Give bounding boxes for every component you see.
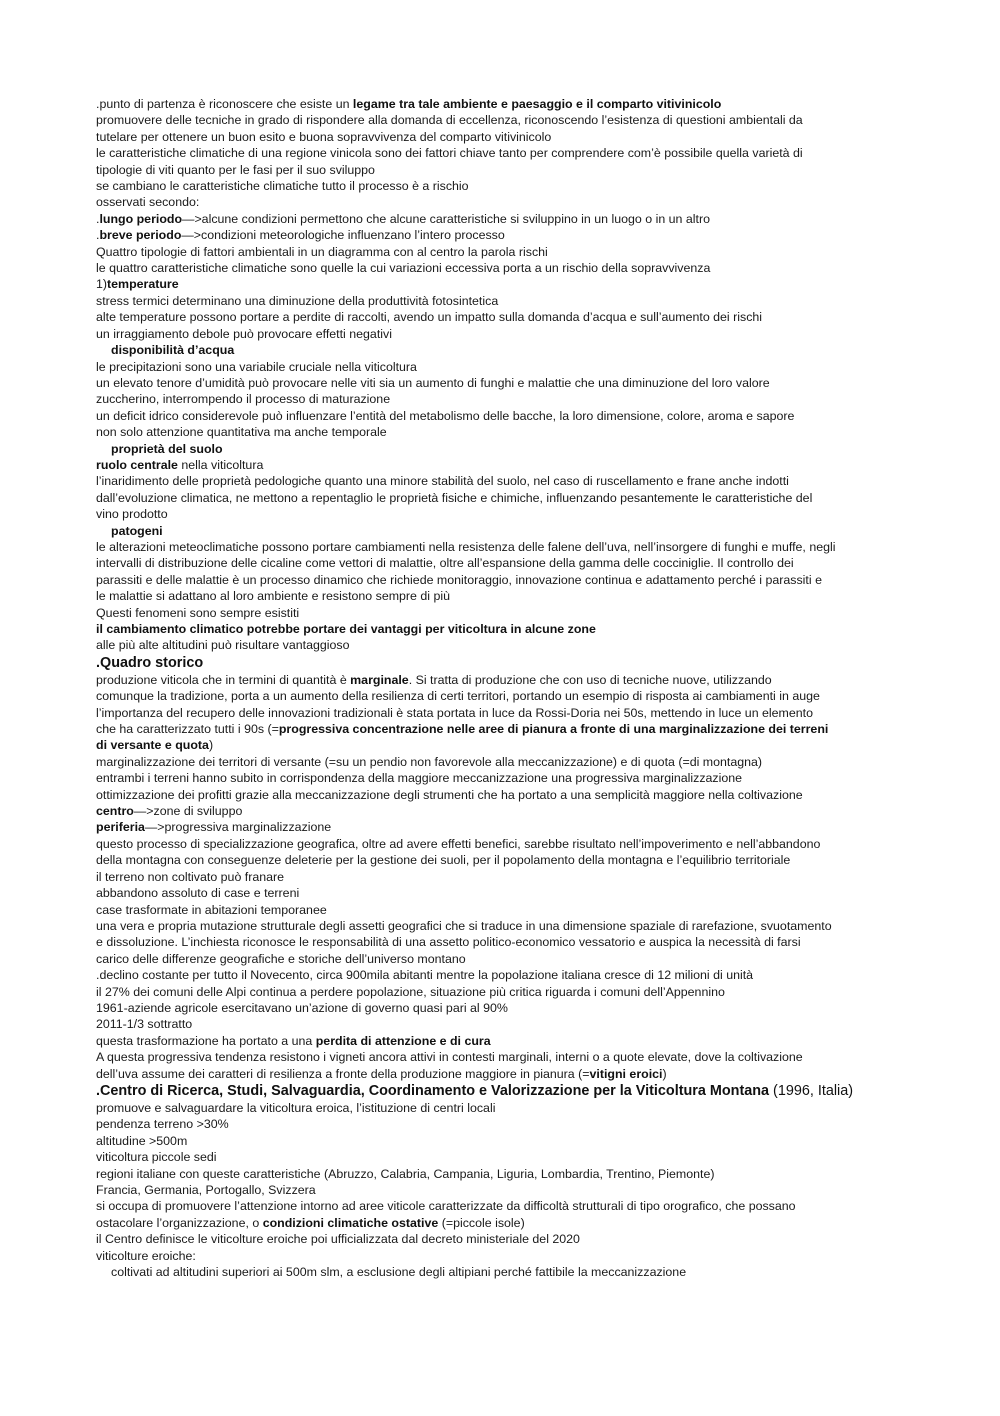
text-segment: il terreno non coltivato può franare xyxy=(96,869,285,884)
text-line xyxy=(96,194,916,210)
text-line xyxy=(96,885,916,901)
text-line xyxy=(96,145,916,161)
text-segment: intervalli di distribuzione delle cicaline come vettori di malattie, oltre all’espansione della gamma delle cocciniglie. Il controllo dei xyxy=(96,556,794,571)
text-line xyxy=(96,441,916,457)
text-line xyxy=(96,967,916,983)
text-segment: (1996, Italia) xyxy=(769,1082,854,1099)
text-segment: nella viticoltura xyxy=(177,457,264,472)
text-segment: della montagna con conseguenze deleterie per la gestione dei suoli, per il popolamento della montagna e l’equilibrio territoriale xyxy=(96,853,791,868)
text-segment: il 27% dei comuni delle Alpi continua a perdere popolazione, situazione più critica riguarda i comuni dell’Appennino xyxy=(96,984,725,999)
text-segment: ) xyxy=(662,1066,667,1081)
text-segment: ) xyxy=(208,738,214,753)
text-segment: —>alcune condizioni permettono che alcune caratteristiche si sviluppino in un luogo o in un altro xyxy=(182,211,710,226)
text-segment: . xyxy=(96,228,100,243)
text-segment: le caratteristiche climatiche di una regione vinicola sono dei fattori chiave tanto per comprendere com’è possibile quella varietà di xyxy=(96,146,803,161)
text-segment: se cambiano le caratteristiche climatiche tutto il processo è a rischio xyxy=(96,179,469,194)
text-line xyxy=(96,162,916,178)
text-line xyxy=(96,737,916,753)
text-line xyxy=(96,178,916,194)
bold-text: vitigni eroici xyxy=(589,1066,663,1081)
text-segment: tutelare per ottenere un buon esito e buona sopravvivenza del comparto vitivinicolo xyxy=(96,129,552,144)
text-line xyxy=(96,1166,916,1182)
text-segment: questo processo di specializzazione geografica, oltre ad avere effetti benefici, sarebbe risultato nell’impoverimento e nell’abbandono xyxy=(96,836,821,851)
text-line xyxy=(96,572,916,588)
text-segment: ottimizzazione dei profitti grazie alla meccanizzazione degli strumenti che ha portato a una semplicità maggiore nella coltivazione xyxy=(96,787,803,802)
text-line xyxy=(96,260,916,276)
text-line xyxy=(96,1116,916,1132)
text-segment: 1961-aziende agricole esercitavano un’azione di governo quasi pari al 90% xyxy=(96,1000,508,1015)
text-segment: . Si tratta di produzione che con uso di tecniche nuove, utilizzando xyxy=(408,672,772,687)
text-segment: stress termici determinano una diminuzione della produttività fotosintetica xyxy=(96,293,499,308)
text-line xyxy=(96,490,916,506)
text-line xyxy=(96,819,916,835)
bold-text: progressiva concentrazione nelle aree di pianura a fronte di una marginalizzazione dei terreni xyxy=(278,722,829,737)
text-segment: che ha caratterizzato tutti i 90s (= xyxy=(96,722,279,737)
text-line xyxy=(96,342,916,358)
text-line xyxy=(96,211,916,227)
text-segment: si occupa di promuovere l’attenzione intorno ad aree viticole caratterizzate da difficoltà strutturali di tipo orografico, che possano xyxy=(96,1199,796,1214)
text-segment: le alterazioni meteoclimatiche possono portare cambiamenti nella resistenza delle falene dell’uva, nell’insorgere di funghi e muffe, negli xyxy=(96,539,836,554)
text-segment: 1) xyxy=(96,277,108,292)
text-segment: altitudine >500m xyxy=(96,1133,188,1148)
text-segment: il Centro definisce le viticolture eroiche poi ufficializzata dal decreto ministeriale del 2020 xyxy=(96,1232,580,1247)
text-line xyxy=(96,721,916,737)
text-segment: carico delle differenze geografiche e storiche dell’universo montano xyxy=(96,951,466,966)
text-line xyxy=(96,408,916,424)
bold-text: periferia xyxy=(96,820,145,835)
text-line xyxy=(96,688,916,704)
text-line xyxy=(96,605,916,621)
text-segment: viticolture eroiche: xyxy=(96,1248,196,1263)
text-line xyxy=(96,984,916,1000)
text-segment: dall’evoluzione climatica, ne mettono a repentaglio le proprietà fisiche e chimiche, influenzando pesantemente le caratteristiche del xyxy=(96,490,813,505)
text-segment: —>condizioni meteorologiche influenzano l’intero processo xyxy=(181,228,505,243)
text-line xyxy=(96,309,916,325)
text-line xyxy=(96,1264,916,1280)
text-line xyxy=(96,705,916,721)
text-line xyxy=(96,934,916,950)
text-segment: una vera e propria mutazione strutturale degli assetti geografici che si traduce in una dimensione spaziale di rarefazione, svuotamento xyxy=(96,918,832,933)
text-line xyxy=(96,918,916,934)
text-segment: (=piccole isole) xyxy=(438,1215,525,1230)
text-segment: un irraggiamento debole può provocare effetti negativi xyxy=(96,326,392,341)
text-line xyxy=(96,836,916,852)
text-line xyxy=(96,227,916,243)
text-line xyxy=(96,1100,916,1116)
text-segment: l’importanza del recupero delle innovazioni tradizionali è stata portata in luce da Rossi-Doria nei 50s, mettendo in luce un elemento xyxy=(96,705,813,720)
text-line xyxy=(96,1215,916,1231)
text-segment: alte temperature possono portare a perdite di raccolti, avendo un impatto sulla domanda d’acqua e sull’aumento dei rischi xyxy=(96,310,763,325)
text-segment: .declino costante per tutto il Novecento, circa 900mila abitanti mentre la popolazione italiana cresce di 12 milioni di unità xyxy=(96,968,754,983)
text-line xyxy=(96,1000,916,1016)
text-line xyxy=(96,391,916,407)
text-line xyxy=(96,770,916,786)
text-segment: abbandono assoluto di case e terreni xyxy=(96,886,300,901)
text-segment: produzione viticola che in termini di quantità è xyxy=(96,672,351,687)
text-segment: promuovere delle tecniche in grado di rispondere alla domanda di eccellenza, riconoscendo l’esistenza di questioni ambientali da xyxy=(96,113,803,128)
bold-text: centro xyxy=(96,804,134,819)
text-segment: e dissoluzione. L’inchiesta riconosce le responsabilità di una assetto politico-economico vessatorio e auspica la necessità di farsi xyxy=(96,935,801,950)
text-line xyxy=(96,637,916,653)
text-line xyxy=(96,1198,916,1214)
text-segment: alle più alte altitudini può risultare vantaggioso xyxy=(96,638,350,653)
text-line xyxy=(96,555,916,571)
text-line xyxy=(96,1133,916,1149)
text-segment: dell’uva assume dei caratteri di resilienza a fronte della produzione maggiore in pianura (= xyxy=(96,1066,590,1081)
text-segment: promuove e salvaguardare la viticoltura eroica, l’istituzione di centri locali xyxy=(96,1100,496,1115)
text-segment: le malattie si adattano al loro ambiente e resistono sempre di più xyxy=(96,589,451,604)
text-line xyxy=(96,1231,916,1247)
text-line xyxy=(96,96,916,112)
text-segment: zuccherino, interrompendo il processo di maturazione xyxy=(96,392,391,407)
text-segment: Quattro tipologie di fattori ambientali in un diagramma con al centro la parola rischi xyxy=(96,244,548,259)
text-line xyxy=(96,523,916,539)
text-line xyxy=(96,1182,916,1198)
text-segment: le quattro caratteristiche climatiche sono quelle la cui variazioni eccessiva porta a un rischio della sopravvivenza xyxy=(96,261,711,276)
text-segment: A questa progressiva tendenza resistono i vigneti ancora attivi in contesti marginali, interni o a quote elevate, dove la coltivazione xyxy=(96,1050,803,1065)
text-line xyxy=(96,803,916,819)
text-segment: Questi fenomeni sono sempre esistiti xyxy=(96,605,300,620)
bold-text: perdita di attenzione e di cura xyxy=(315,1033,491,1048)
text-line xyxy=(96,1066,916,1082)
text-segment: un deficit idrico considerevole può influenzare l’entità del metabolismo delle bacche, la loro dimensione, colore, aroma e sapore xyxy=(96,408,795,423)
text-segment: non solo attenzione quantitativa ma anche temporale xyxy=(96,425,387,440)
text-segment: .Quadro storico xyxy=(96,654,204,671)
text-segment: Francia, Germania, Portogallo, Svizzera xyxy=(96,1183,316,1197)
text-line xyxy=(96,951,916,967)
text-line xyxy=(96,1248,916,1264)
text-segment: parassiti e delle malattie è un processo dinamico che richiede monitoraggio, innovazione continua e adattamento perché i parassiti e xyxy=(96,572,822,587)
section-heading xyxy=(96,1082,916,1100)
text-line xyxy=(96,1149,916,1165)
text-line xyxy=(96,112,916,128)
text-segment: .Centro di Ricerca, Studi, Salvaguardia, Coordinamento e Valorizzazione per la Viticoltura Montana xyxy=(96,1082,770,1099)
text-line xyxy=(96,672,916,688)
text-line xyxy=(96,473,916,489)
text-line xyxy=(96,244,916,260)
text-segment: 2011-1/3 sottratto xyxy=(96,1017,193,1032)
text-segment: . xyxy=(96,211,100,226)
text-segment: vino prodotto xyxy=(96,507,168,522)
text-line xyxy=(96,129,916,145)
section-heading xyxy=(96,654,916,672)
bold-text: patogeni xyxy=(111,523,163,538)
text-segment: coltivati ad altitudini superiori ai 500m slm, a esclusione degli altipiani perché fattibile la meccanizzazione xyxy=(111,1265,687,1280)
bold-text: legame tra tale ambiente e paesaggio e il comparto vitivinicolo xyxy=(352,97,722,111)
text-line xyxy=(96,1049,916,1065)
text-line xyxy=(96,276,916,292)
text-segment: l’inaridimento delle proprietà pedologiche quanto una minore stabilità del suolo, nel caso di ruscellamento e frane anche indotti xyxy=(96,474,789,489)
text-segment: comunque la tradizione, porta a un aumento della resilienza di certi territori, portando un esempio di risposta ai cambiamenti in auge xyxy=(96,689,820,704)
text-segment: viticoltura piccole sedi xyxy=(96,1150,217,1165)
text-segment: .punto di partenza è riconoscere che esiste un xyxy=(96,97,353,111)
text-line xyxy=(96,902,916,918)
bold-text: condizioni climatiche ostative xyxy=(262,1215,439,1230)
text-line xyxy=(96,539,916,555)
text-segment: tipologie di viti quanto per le fasi per il suo sviluppo xyxy=(96,162,375,177)
text-line xyxy=(96,754,916,770)
text-line xyxy=(96,326,916,342)
text-segment: regioni italiane con queste caratteristiche (Abruzzo, Calabria, Campania, Liguria, Lombardia, Trentino, Piemonte) xyxy=(96,1166,715,1181)
text-segment: un elevato tenore d’umidità può provocare nelle viti sia un aumento di funghi e malattie che una diminuzione del loro valore xyxy=(96,375,770,390)
text-line xyxy=(96,852,916,868)
text-line xyxy=(96,1033,916,1049)
bold-text: marginale xyxy=(350,672,409,687)
text-segment: entrambi i terreni hanno subito in corrispondenza della maggiore meccanizzazione una progressiva marginalizzazione xyxy=(96,771,743,786)
text-segment: ostacolare l’organizzazione, o xyxy=(96,1215,263,1230)
bold-text: il cambiamento climatico potrebbe portare dei vantaggi per viticoltura in alcune zone xyxy=(96,622,596,636)
text-line xyxy=(96,424,916,440)
text-segment: osservati secondo: xyxy=(96,195,200,210)
text-line xyxy=(96,359,916,375)
text-segment: —>zone di sviluppo xyxy=(133,804,243,819)
text-line xyxy=(96,588,916,604)
bold-text: breve periodo xyxy=(99,228,182,243)
bold-text: lungo periodo xyxy=(99,211,183,226)
text-line xyxy=(96,621,916,637)
bold-text: di versante e quota xyxy=(96,738,209,753)
text-line xyxy=(96,293,916,309)
text-segment: pendenza terreno >30% xyxy=(96,1117,229,1132)
text-segment: marginalizzazione dei territori di versante (=su un pendio non favorevole alla meccanizzazione) e di quota (=di montagna) xyxy=(96,754,763,769)
text-line xyxy=(96,1016,916,1032)
text-line xyxy=(96,457,916,473)
text-segment: le precipitazioni sono una variabile cruciale nella viticoltura xyxy=(96,359,417,374)
text-segment: questa trasformazione ha portato a una xyxy=(96,1033,316,1048)
document-page xyxy=(96,96,916,1280)
text-segment: case trasformate in abitazioni temporanee xyxy=(96,902,327,917)
text-segment: —>progressiva marginalizzazione xyxy=(144,820,332,835)
bold-text: temperature xyxy=(107,277,179,292)
bold-text: disponibilità d’acqua xyxy=(111,343,235,358)
text-line xyxy=(96,506,916,522)
bold-text: ruolo centrale xyxy=(96,457,178,472)
text-line xyxy=(96,787,916,803)
bold-text: proprietà del suolo xyxy=(111,441,223,456)
text-line xyxy=(96,869,916,885)
text-line xyxy=(96,375,916,391)
